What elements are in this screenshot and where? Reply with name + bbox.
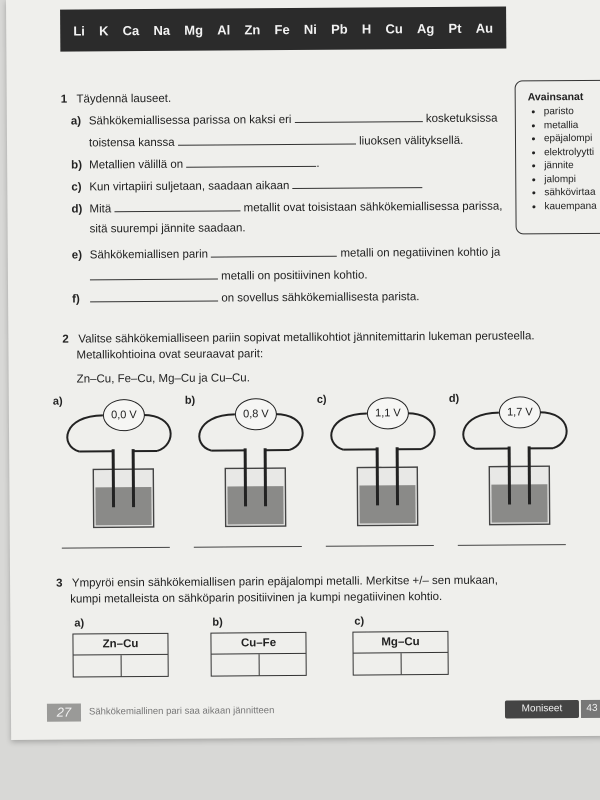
q1-f-text: on sovellus sähkökemiallisesta parista. <box>221 291 420 305</box>
keyword-item: • jännite <box>544 160 600 172</box>
keyword-item: • elektrolyytti <box>544 146 600 158</box>
keyword-item: • jalompi <box>544 173 600 185</box>
brand-label: Moniseet <box>505 700 579 719</box>
q3-heading <box>56 575 498 592</box>
series-item: Au <box>475 20 494 36</box>
q1-a-blank1[interactable] <box>295 111 423 123</box>
circuit-label: a) <box>52 395 63 408</box>
pair-name: Zn–Cu <box>73 634 167 656</box>
pair-box-b[interactable] <box>210 632 306 677</box>
q1-a-line2 <box>71 133 463 150</box>
series-item: Li <box>73 22 85 39</box>
box-label: c) <box>354 615 365 628</box>
series-item: Mg <box>184 22 204 38</box>
chapter-number: 27 <box>47 703 81 721</box>
q2-line1: Valitse sähkökemialliseen pariin sopivat metallikohtiot jännitemittarin lukeman perusteella. <box>78 330 535 346</box>
q1-a-line1 <box>71 111 498 128</box>
circuit-row <box>53 392 574 556</box>
page-number: 43 <box>581 700 600 718</box>
q1-b-line <box>71 156 319 172</box>
keyword-item: • epäjalompi <box>544 133 600 145</box>
answer-line-d[interactable] <box>458 544 566 546</box>
q1-a-label: a) <box>70 115 82 128</box>
voltmeter <box>103 399 145 431</box>
series-item: Fe <box>274 21 290 37</box>
voltmeter <box>499 396 541 428</box>
q2-heading <box>62 330 534 347</box>
worksheet-page <box>6 0 600 740</box>
q2-line2: Metallikohtioina ovat seuraavat parit: <box>76 348 264 362</box>
answer-line-c[interactable] <box>326 545 434 547</box>
q1-d-text1: Mitä <box>89 203 112 216</box>
pair-cell-right[interactable] <box>259 654 306 675</box>
q1-c-label: c) <box>71 181 82 194</box>
voltmeter <box>235 398 277 430</box>
pair-cell-right[interactable] <box>401 653 448 674</box>
keywords-box <box>515 80 600 235</box>
q1-a-text1: Sähkökemiallisessa parissa on kaksi eri <box>88 114 292 128</box>
circuit-label: b) <box>184 394 196 407</box>
q1-a-blank2[interactable] <box>178 134 356 146</box>
series-item: Zn <box>244 21 261 37</box>
q1-a-text2: kosketuksissa <box>425 112 498 126</box>
q1-c-text: Kun virtapiiri suljetaan, saadaan aikaan <box>89 180 290 194</box>
keyword-item: • paristo <box>544 106 600 118</box>
pair-name: Mg–Cu <box>353 632 447 654</box>
q2-number: 2 <box>62 333 69 346</box>
q1-f-blank[interactable] <box>90 291 218 303</box>
voltmeter-reading: 0,8 V <box>243 408 269 421</box>
q3-line1: Ympyröi ensin sähkökemiallisen parin epäjalompi metalli. Merkitse +/– sen mukaan, <box>71 574 498 590</box>
series-item: Al <box>217 21 231 38</box>
q3-line2: kumpi metalleista on sähköparin positiivinen ja kumpi negatiivinen kohtio. <box>70 590 443 606</box>
pair-cell-right[interactable] <box>121 655 168 676</box>
q1-b-label: b) <box>71 159 83 172</box>
circuit-label: d) <box>448 392 460 405</box>
q1-b-text1: Metallien välillä on <box>89 158 184 172</box>
reactivity-series <box>60 7 506 52</box>
series-item: Ca <box>122 22 140 38</box>
q1-e-text2: metalli on negatiivinen kohtio ja <box>340 246 501 260</box>
pair-cell-left[interactable] <box>74 655 122 676</box>
q1-heading <box>61 93 172 108</box>
circuit-a <box>53 395 184 546</box>
q1-e-label: e) <box>71 249 83 262</box>
answer-line-a[interactable] <box>62 547 170 549</box>
box-label: a) <box>74 617 85 630</box>
q3-number: 3 <box>56 577 63 590</box>
q2-pairs: Zn–Cu, Fe–Cu, Mg–Cu ja Cu–Cu. <box>76 372 250 386</box>
pair-box-a[interactable] <box>72 633 168 678</box>
pair-cell-left[interactable] <box>354 653 402 674</box>
box-label: b) <box>212 616 223 629</box>
q1-a-text3: toistensa kanssa <box>88 136 175 150</box>
series-item: Cu <box>385 20 403 36</box>
q1-e-text1: Sähkökemiallisen parin <box>89 248 209 262</box>
q1-d-line2 <box>72 222 246 235</box>
keyword-item: • kauempana <box>544 200 600 212</box>
series-item: K <box>99 22 109 38</box>
q1-b-blank[interactable] <box>186 156 316 168</box>
q1-e-line2 <box>72 267 368 283</box>
keyword-item: • sähkövirtaa <box>544 187 600 199</box>
q1-e-blank1[interactable] <box>211 246 337 258</box>
series-item: Pt <box>448 20 462 36</box>
q1-d-text2: metallit ovat toisistaan sähkökemiallisessa parissa, <box>243 200 503 215</box>
answer-line-b[interactable] <box>194 546 302 548</box>
circuit-d <box>449 392 580 543</box>
voltmeter <box>367 397 409 429</box>
pair-cell-left[interactable] <box>212 654 260 675</box>
voltmeter-reading: 1,1 V <box>375 407 401 420</box>
keywords-list <box>528 106 600 213</box>
q1-d-line1 <box>71 199 502 216</box>
q1-d-text3: sitä suurempi jännite saadaan. <box>89 222 246 236</box>
series-item: Pb <box>330 21 348 37</box>
q1-number: 1 <box>60 93 68 106</box>
keyword-item: • metallia <box>544 119 600 131</box>
q1-e-line1 <box>72 245 501 262</box>
circuit-b <box>185 394 316 545</box>
q1-b-text2: . <box>316 157 320 170</box>
q1-f-label: f) <box>72 293 80 306</box>
circuit-c <box>317 393 448 544</box>
q1-c-line <box>71 177 422 193</box>
q1-d-label: d) <box>71 203 83 216</box>
voltmeter-reading: 0,0 V <box>111 409 137 422</box>
series-item: Ag <box>416 20 435 36</box>
page-footer <box>47 700 600 722</box>
q1-a-text4: liuoksen välityksellä. <box>359 134 464 148</box>
series-item: Na <box>153 22 171 38</box>
chapter-title: Sähkökemiallinen pari saa aikaan jännitteen <box>88 705 275 718</box>
keywords-title: Avainsanat <box>527 90 584 104</box>
q1-f-line <box>72 289 419 305</box>
pair-box-c[interactable] <box>352 631 448 676</box>
pair-name: Cu–Fe <box>211 633 305 655</box>
circuit-label: c) <box>316 393 327 406</box>
q1-d-blank[interactable] <box>114 200 240 212</box>
series-item: Ni <box>303 21 317 37</box>
voltmeter-reading: 1,7 V <box>507 406 533 419</box>
q1-c-blank[interactable] <box>293 177 423 189</box>
q1-title: Täydennä lauseet. <box>76 92 172 106</box>
q1-e-text3: metalli on positiivinen kohtio. <box>221 269 368 283</box>
q1-e-blank2[interactable] <box>90 269 218 281</box>
series-item: H <box>361 20 372 37</box>
